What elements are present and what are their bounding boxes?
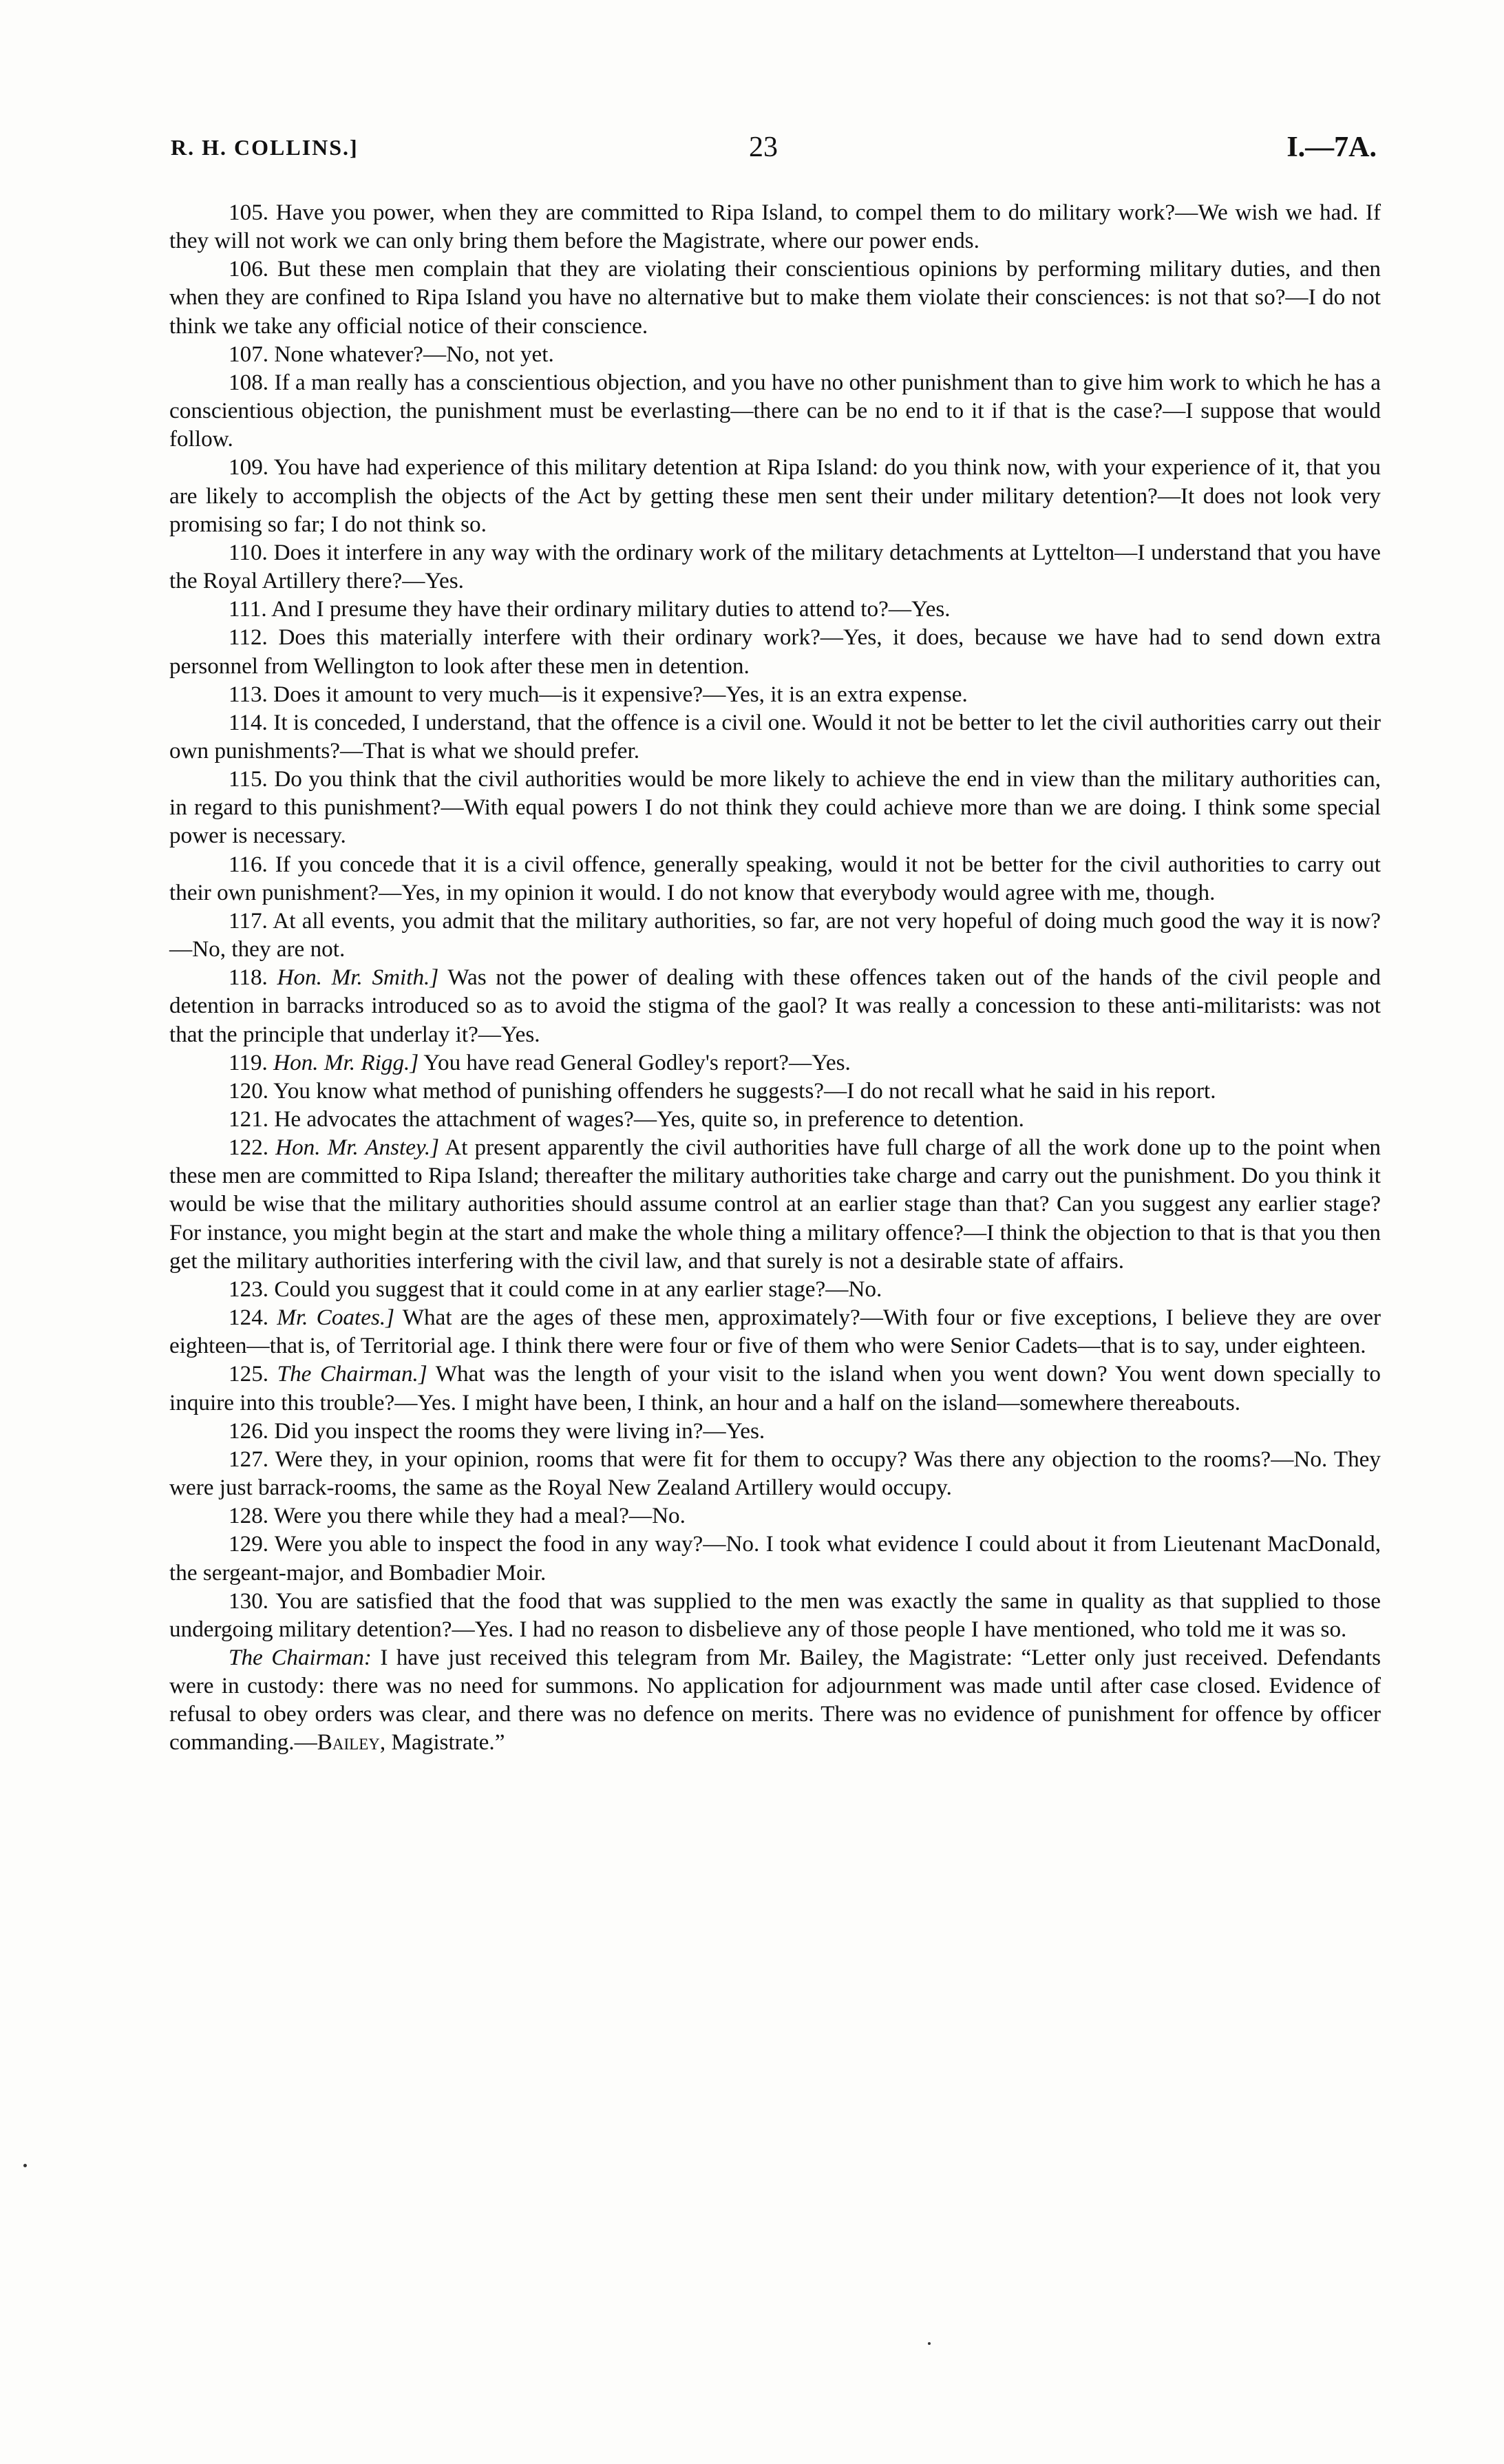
question-text: Were you there while they had a meal?—No. <box>273 1503 686 1529</box>
question-118 <box>169 963 1381 1048</box>
question-number: 123. <box>229 1276 269 1302</box>
question-129 <box>169 1530 1381 1586</box>
question-text: Were they, in your opinion, rooms that were fit for them to occupy? Was there any objection to the rooms?—No. They were just barrack-rooms, the same as the Royal New Zealand Artillery would occupy. <box>169 1446 1381 1501</box>
question-130 <box>169 1587 1381 1643</box>
scan-speck <box>928 2342 931 2345</box>
question-text: What was the length of your visit to the island when you went down? You went down specially to inquire into this trouble?—Yes. I might have been, I think, an hour and a half on the island—somewhere thereabouts. <box>169 1361 1381 1415</box>
question-number: 116. <box>229 851 268 877</box>
question-116 <box>169 850 1381 907</box>
question-text: Does it interfere in any way with the ordinary work of the military detachments at Lyttelton—I understand that you have the Royal Artillery there?—Yes. <box>169 539 1381 594</box>
question-number: 129. <box>229 1531 269 1557</box>
question-number: 109. <box>229 454 269 481</box>
speaker-name: Hon. Mr. Smith.] <box>277 965 439 991</box>
question-number: 107. <box>229 341 269 367</box>
page-header <box>171 131 1377 172</box>
question-text: If a man really has a conscientious objection, and you have no other punishment than to give him work to which he has a conscientious objection, the punishment must be everlasting—there can be no end to it if that is the case?—I suppose that would follow. <box>169 369 1381 452</box>
question-text: Did you inspect the rooms they were living in?—Yes. <box>274 1418 765 1444</box>
question-number: 108. <box>229 369 269 395</box>
question-number: 114. <box>229 709 268 735</box>
question-105 <box>169 198 1381 255</box>
question-number: 106. <box>229 256 269 282</box>
telegram-text: I have just received this telegram from Mr. Bailey, the Magistrate: “Letter only just received. Defendants were in custody: there was no need for summons. No application for adjournment was made until after case closed. Evidence of refusal to obey orders was clear, and there was no defence on merits. There was no evidence of punishment for offence by officer commanding.— <box>169 1644 1381 1756</box>
telegram-signature: Bailey <box>317 1729 380 1756</box>
question-text: But these men complain that they are violating their conscientious opinions by performing military duties, and then when they are confined to Ripa Island you have no alternative but to make them violate their consciences: is not that so?—I do not think we take any official notice of their conscience. <box>169 256 1381 339</box>
question-number: 105. <box>229 200 269 225</box>
question-text: And I presume they have their ordinary military duties to attend to?—Yes. <box>271 596 951 622</box>
question-number: 115. <box>229 766 268 792</box>
question-text: You know what method of punishing offenders he suggests?—I do not recall what he said in his report. <box>273 1077 1216 1104</box>
question-text: Could you suggest that it could come in at any earlier stage?—No. <box>274 1276 882 1302</box>
question-text: At all events, you admit that the military authorities, so far, are not very hopeful of doing much good the way it is now?—No, they are not. <box>169 907 1381 962</box>
question-110 <box>169 538 1381 595</box>
question-number: 118. <box>229 965 268 991</box>
speaker-name: Hon. Mr. Rigg.] <box>273 1049 419 1075</box>
question-128 <box>169 1502 1381 1530</box>
question-109 <box>169 453 1381 538</box>
question-number: 113. <box>229 681 268 707</box>
question-108 <box>169 368 1381 453</box>
question-text: Does it amount to very much—is it expensive?—Yes, it is an extra expense. <box>273 681 968 707</box>
question-number: 126. <box>229 1418 269 1444</box>
question-text: He advocates the attachment of wages?—Yes, quite so, in preference to detention. <box>274 1106 1024 1132</box>
speaker-name: Mr. Coates.] <box>277 1305 395 1331</box>
question-number: 130. <box>229 1588 269 1614</box>
witness-name: R. H. COLLINS.] <box>171 135 359 160</box>
question-text: Was not the power of dealing with these offences taken out of the hands of the civil people and detention in barracks introduced so as to avoid the stigma of the gaol? It was really a concession to these anti-militarists: was not that the principle that underlay it?—Yes. <box>169 965 1381 1047</box>
question-121 <box>169 1105 1381 1133</box>
question-127 <box>169 1445 1381 1502</box>
question-text: Does this materially interfere with their ordinary work?—Yes, it does, because we have had to send down extra personnel from Wellington to look after these men in detention. <box>169 624 1381 679</box>
question-112 <box>169 623 1381 680</box>
question-115 <box>169 765 1381 850</box>
question-number: 122. <box>229 1135 269 1161</box>
question-107 <box>169 340 1381 368</box>
question-text: You have read General Godley's report?—Yes. <box>423 1049 851 1075</box>
question-text: You have had experience of this military detention at Ripa Island: do you think now, with your experience of it, that you are likely to accomplish the objects of the Act by getting these men sent their under military detention?—It does not look very promising so far; I do not think so. <box>169 454 1381 537</box>
question-122 <box>169 1133 1381 1275</box>
question-number: 127. <box>229 1446 269 1472</box>
question-number: 128. <box>229 1503 269 1529</box>
question-text: None whatever?—No, not yet. <box>274 341 554 367</box>
question-125 <box>169 1360 1381 1416</box>
question-number: 119. <box>229 1049 268 1075</box>
question-123 <box>169 1275 1381 1303</box>
telegram-signature-suffix: , Magistrate.” <box>379 1729 505 1756</box>
question-text: Have you power, when they are committed to Ripa Island, to compel them to do military work?—We wish we had. If they will not work we can only bring them before the Magistrate, where our power ends. <box>169 200 1381 254</box>
paper-reference: I.—7A. <box>1286 131 1377 163</box>
question-text: Do you think that the civil authorities would be more likely to achieve the end in view than the military authorities can, in regard to this punishment?—With equal powers I do not think they could achieve more than we are doing. I think some special power is necessary. <box>169 766 1381 849</box>
question-111 <box>169 595 1381 623</box>
question-number: 120. <box>229 1077 269 1104</box>
question-number: 121. <box>229 1106 269 1132</box>
question-106 <box>169 255 1381 339</box>
scan-speck <box>23 2164 27 2167</box>
question-114 <box>169 708 1381 765</box>
question-text: If you concede that it is a civil offence, generally speaking, would it not be better for the civil authorities to carry out their own punishment?—Yes, in my opinion it would. I do not know that everybody would agree with me, though. <box>169 851 1381 905</box>
question-126 <box>169 1417 1381 1445</box>
question-text: It is conceded, I understand, that the offence is a civil one. Would it not be better to let the civil authorities carry out their own punishments?—That is what we should prefer. <box>169 709 1381 764</box>
speaker-name: The Chairman.] <box>277 1361 427 1387</box>
question-number: 111. <box>229 596 267 622</box>
question-119 <box>169 1049 1381 1077</box>
question-number: 117. <box>229 907 268 934</box>
question-number: 110. <box>229 539 268 565</box>
speaker-name: The Chairman: <box>229 1644 372 1670</box>
question-117 <box>169 907 1381 963</box>
speaker-name: Hon. Mr. Anstey.] <box>275 1135 440 1161</box>
question-124 <box>169 1303 1381 1360</box>
question-113 <box>169 680 1381 708</box>
question-120 <box>169 1077 1381 1105</box>
question-text: What are the ages of these men, approximately?—With four or five exceptions, I believe they are over eighteen—that is, of Territorial age. I think there were four or five of them who were Senior Cadets—that is to say, under eighteen. <box>169 1305 1381 1359</box>
question-number: 125. <box>229 1361 269 1387</box>
question-text: You are satisfied that the food that was supplied to the men was exactly the same in quality as that supplied to those undergoing military detention?—Yes. I had no reason to disbelieve any of those people I have mentioned, who told me it was so. <box>169 1588 1381 1642</box>
question-text: Were you able to inspect the food in any way?—No. I took what evidence I could about it from Lieutenant MacDonald, the sergeant-major, and Bombadier Moir. <box>169 1531 1381 1586</box>
page-number: 23 <box>749 131 778 163</box>
question-number: 112. <box>229 624 268 651</box>
closing-statement <box>169 1643 1381 1757</box>
question-text: At present apparently the civil authorities have full charge of all the work done up to the point when these men are committed to Ripa Island; thereafter the military authorities take charge and carry out the punishment. Do you think it would be wise that the military authorities should assume control at an earlier stage than that? Can you suggest any earlier stage? For instance, you might begin at the start and make the whole thing a military offence?—I think the objection to that is that you then get the military authorities interfering with the civil law, and that surely is not a desirable state of affairs. <box>169 1135 1381 1274</box>
evidence-text <box>169 198 1381 1757</box>
question-number: 124. <box>229 1305 269 1331</box>
